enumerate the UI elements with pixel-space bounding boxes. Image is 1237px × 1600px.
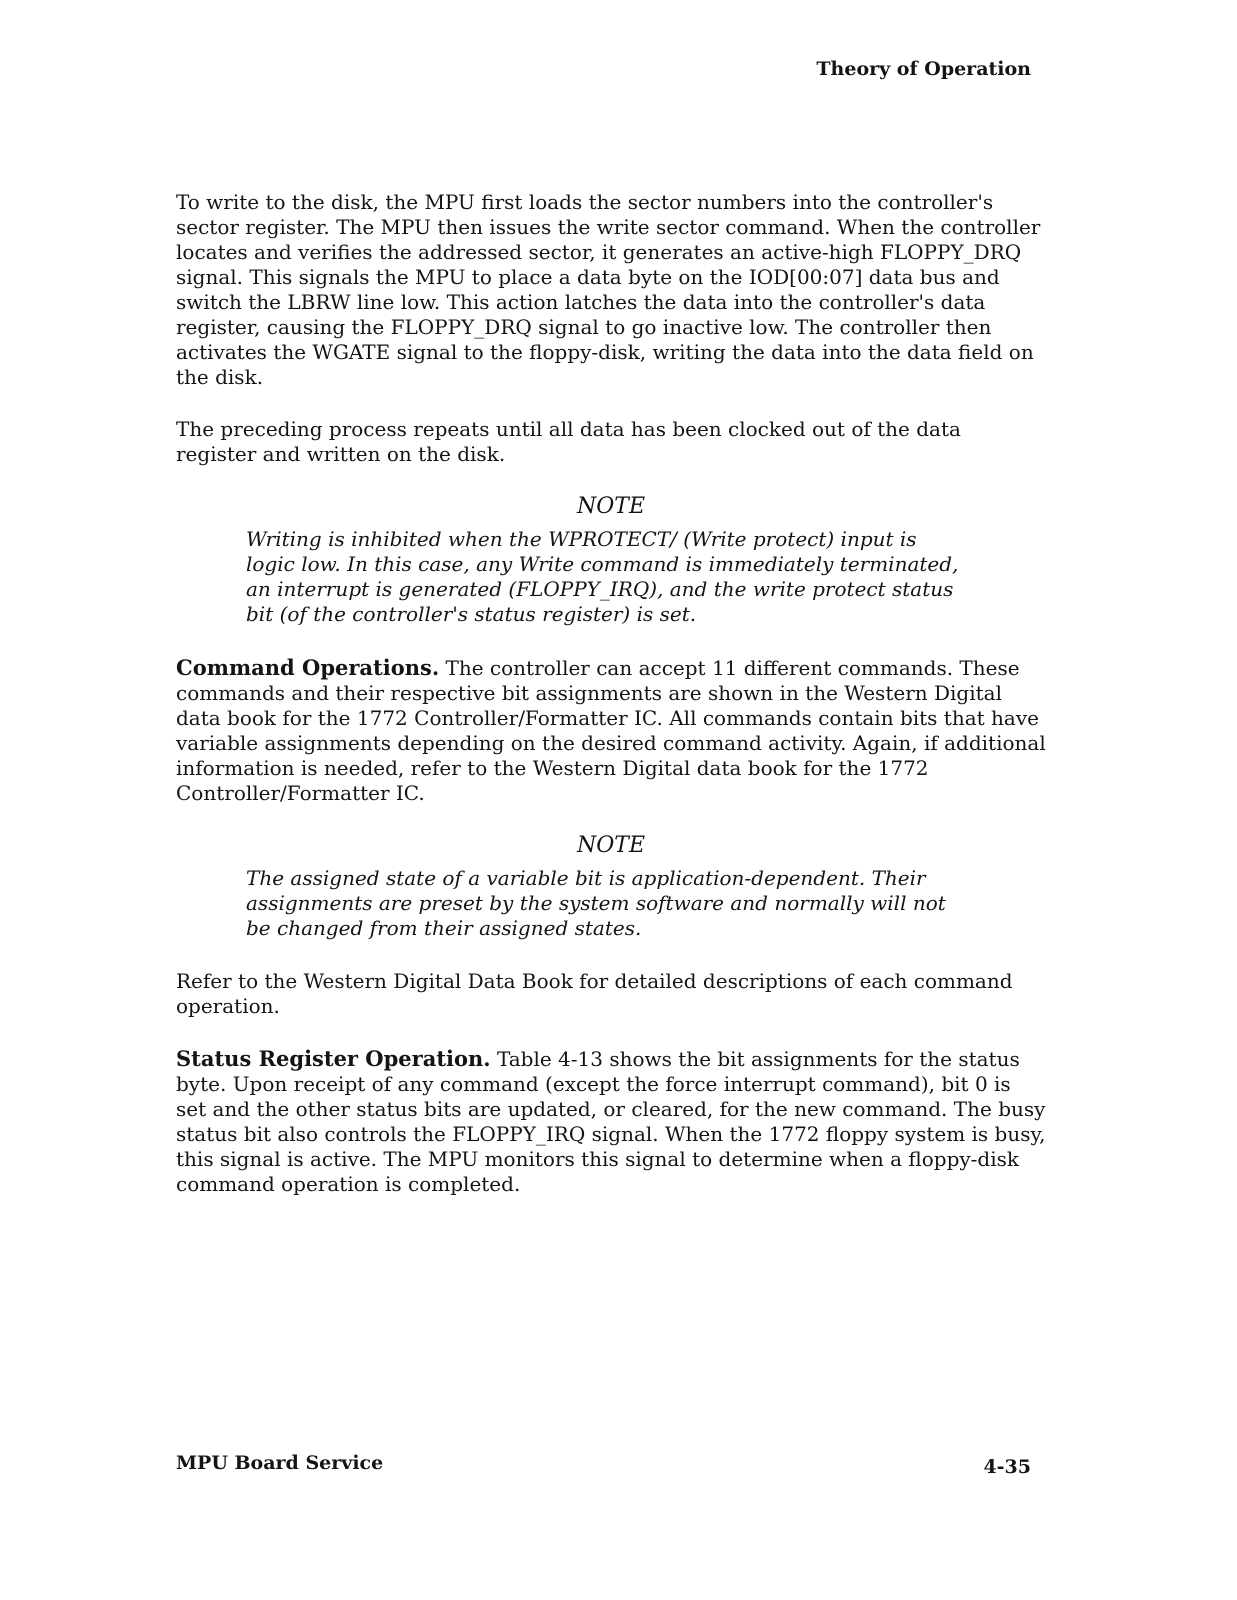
note-write-protect — [176, 494, 1046, 627]
footer-page-number: 4-35 — [983, 1456, 1031, 1478]
note-variable-bit — [176, 833, 1046, 941]
paragraph-write-process: To write to the disk, the MPU first loads the sector numbers into the controller's sector register. The MPU then issues the write sector command. When the controller locates and verifies the addressed sector, it generates an active-high FLOPPY_DRQ signal. This signals the MPU to place a data byte on the IOD[00:07] data bus and switch the LBRW line low. This action latches the data into the controller's data register, causing the FLOPPY_DRQ signal to go inactive low. The controller then activates the WGATE signal to the floppy-disk, writing the data into the data field on the disk. — [176, 190, 1041, 389]
paragraph-repeat-process: The preceding process repeats until all data has been clocked out of the data register and written on the disk. — [176, 417, 961, 466]
command-operations-text: The controller can accept 11 different commands. These commands and their respective bit assignments are shown in the Western Digital data book for the 1772 Controller/Formatter IC. All commands contain bits that have variable assignments depending on the desired command activity. Again, if additional information is needed, refer to the Western Digital data book for the 1772 Controller/Formatter IC. — [176, 656, 1046, 805]
paragraph-command-operations — [176, 655, 1046, 806]
note-text: The assigned state of a variable bit is application-dependent. Their assignments are preset by the system software and normally will not be changed from their assigned states. — [246, 866, 946, 940]
body-content — [176, 190, 1046, 1224]
paragraph-refer-data-book: Refer to the Western Digital Data Book for detailed descriptions of each command operation. — [176, 969, 1013, 1018]
section-heading-command-operations: Command Operations. — [176, 655, 440, 680]
status-register-text: Table 4-13 shows the bit assignments for the status byte. Upon receipt of any command (except the force interrupt command), bit 0 is set and the other status bits are updated, or cleared, for the new command. The busy status bit also controls the FLOPPY_IRQ signal. When the 1772 floppy system is busy, this signal is active. The MPU monitors this signal to determine when a floppy-disk command operation is completed. — [176, 1047, 1046, 1196]
running-header: Theory of Operation — [816, 58, 1031, 80]
note-title: NOTE — [576, 494, 646, 519]
note-text: Writing is inhibited when the WPROTECT/ (Write protect) input is logic low. In this case, any Write command is immediately terminated, an interrupt is generated (FLOPPY_IRQ), and the write protect status bit (of the controller's status register) is set. — [246, 527, 959, 626]
note-title: NOTE — [576, 833, 646, 858]
paragraph-status-register — [176, 1046, 1046, 1197]
section-heading-status-register: Status Register Operation. — [176, 1046, 491, 1071]
footer-manual-title: MPU Board Service — [176, 1452, 384, 1474]
